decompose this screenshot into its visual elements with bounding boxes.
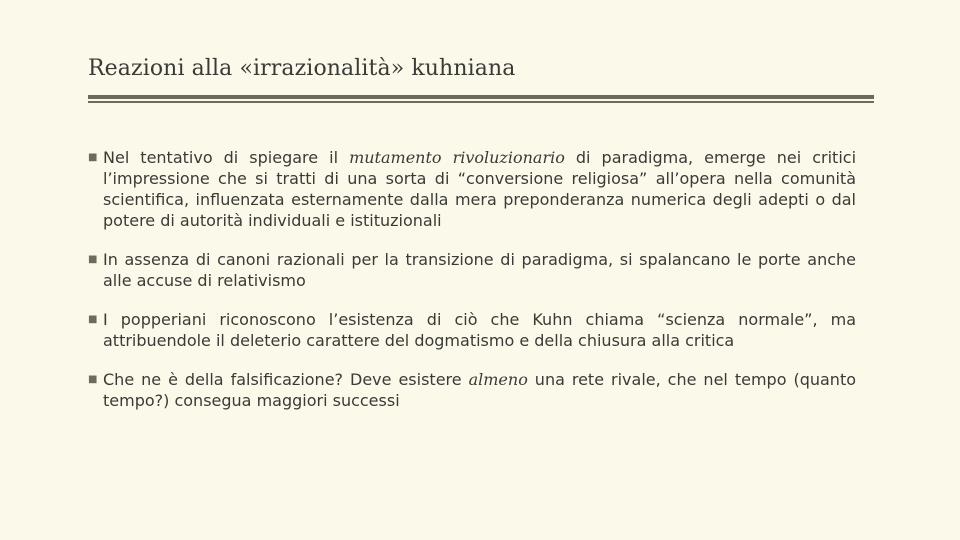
bullet-emphasis: mutamento rivoluzionario [349,148,565,167]
bullet-item [88,147,856,231]
bullet-text: In assenza di canoni razionali per la transizione di paradigma, si spalancano le porte anche alle accuse di relativismo [103,250,856,290]
square-bullet-icon: ■ [88,152,98,163]
bullet-emphasis: almeno [468,370,528,389]
square-bullet-icon: ■ [88,314,98,325]
bullet-text: una rete rivale, che nel tempo (quanto tempo?) consegua maggiori successi [103,370,857,410]
bullet-text: I popperiani riconoscono l’esistenza di ciò che Kuhn chiama “scienza normale”, ma attribuendole il deleterio carattere del dogmatismo e della chiusura alla critica [103,310,856,350]
square-bullet-icon: ■ [88,374,98,385]
bullet-text: Che ne è della falsificazione? Deve esistere [103,370,469,389]
bullet-item [88,249,856,291]
title-divider-thin [88,101,874,103]
bullet-list [88,147,856,429]
bullet-item [88,309,856,351]
bullet-item [88,369,856,411]
bullet-text: Nel tentativo di spiegare il [103,148,350,167]
square-bullet-icon: ■ [88,254,98,265]
title-divider-thick [88,95,874,99]
slide-title: Reazioni alla «irrazionalità» kuhniana [88,56,516,81]
bullet-text: di paradigma, emerge nei critici l’impressione che si tratti di una sorta di “conversione religiosa” all’opera nella comunità scientifica, influenzata esternamente dalla mera preponderanza numerica degli adepti o dal potere di autorità individuali e istituzionali [103,148,857,230]
